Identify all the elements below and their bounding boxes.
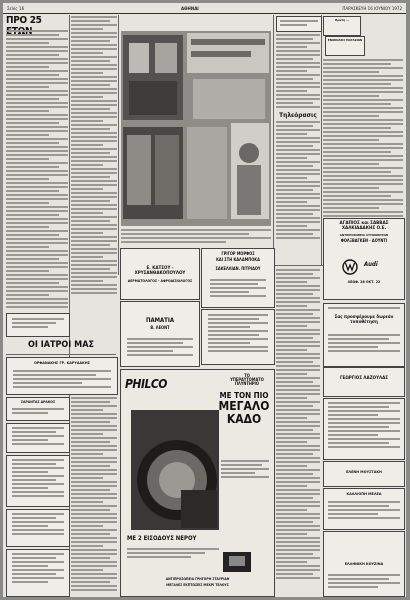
- page-number: Σελίς 16: [7, 6, 25, 11]
- ad-doctor-2: ΣΑΡΑΝΤΑΣ ΔΡΑΚΟΣ: [6, 397, 70, 421]
- ad-doctor-3: [6, 423, 70, 453]
- ad-doctor-6: [6, 549, 70, 597]
- ad-lazoulas: ΓΕΩΡΓΙΟΣ ΛΑΖΟΥΛΑΣ: [323, 367, 405, 397]
- left-lower-text: [71, 397, 117, 593]
- photo-caption: [121, 229, 271, 245]
- philco-brand: PHILCO: [125, 377, 167, 391]
- ad-moustaki: ΕΛΕΝΗ ΜΟΥΣΤΑΚΗ: [323, 461, 405, 487]
- paper-name: ΑΘΗΝΑΙ: [181, 6, 199, 11]
- audi-logo: Audi: [364, 261, 378, 268]
- ad-free-installation: Σας προσφέρουμε δωρεάν τοποθέτηση: [323, 303, 405, 367]
- ad-dermatologist: Ε. ΚΑΤΣΟΥ - ΧΡΥΣΑΝΘΑΚΟΠΟΥΛΟΥ ΔΕΡΜΑΤΟΛΟΓΟΣ - ΑΦΡΟΔΙΣΙΟΛΟΓΟΣ: [120, 248, 200, 300]
- newspaper-page: [3, 3, 406, 597]
- classifieds-text: [276, 269, 320, 595]
- column-title: ΠΡΟ 25: [6, 15, 42, 26]
- right-column-b: Πρώτη ... ΕΝΟΙΚΙΑΣΙΣ ΜΑΓΑΖΙΩΝ: [323, 16, 403, 235]
- ad-doctor-4: [6, 455, 70, 507]
- article-text-col2: [71, 16, 117, 316]
- right-column-a: [276, 16, 320, 241]
- ad-morfos: ΓΡΙΓΟΡ ΜΟΡΦΟΣ ΚΑΙ ΣΤΗ ΚΑΛΑΜΠΟΚΑ ΣΑΚΕΛΛΙΑΝ. ΠΙΤΡΙΔΟΥ: [201, 248, 275, 308]
- philco-cta: ΜΕ 2 ΕΙΣΟΔΟΥΣ ΝΕΡΟΥ: [127, 535, 197, 542]
- ad-doctor-1: ΟΡΦΑΝΑΚΗΣ ΓΡ. ΚΑΡΥΔΑΚΗΣ: [6, 357, 118, 395]
- left-column: [6, 16, 68, 37]
- philco-ad: PHILCO ΤΟ ΥΠΕΡΑΥΤΟΜΑΤΟ ΠΛΥΝΤΗΡΙΟ ΜΕ ΤΟΝ ΠΙΟ ΜΕΓΑΛΟ ΚΑΔΟ ΜΕ 2 ΕΙΣΟΔΟΥΣ ΝΕΡΟΥ ΑΝΤΙΠΡΟΣΩΠΕΙΑ ΓΡΗΓΟΡΗ ΣΤΑΥΡΙΔΗ ΜΕΓΑΛΕΣ ΕΚΠΤΩΣΕΙΣ ΜΕΧΡΙ ΤΕΛΟΥΣ: [120, 369, 275, 597]
- ad-melea: ΚΑΛΛΙΟΠΗ ΜΕΛΕΑ: [323, 488, 405, 530]
- ad-kouzina: ΕΛΛΗΝΙΚΗ ΚΟΥΖΙΝΑ: [323, 531, 405, 597]
- photo-image: [121, 31, 271, 226]
- tv-heading: Τηλεόρασις: [279, 111, 317, 119]
- page-header: [3, 5, 406, 14]
- vw-audi-ad: ΑΓΑΠΙΟΣ και ΣΑΒΒΑΣ ΧΑΛΚΙΑΔΑΚΗΣ Ο.Ε. ΑΝΤΙΠΡΟΣΩΠΕΙΑ ΑΥΤΟΚΙΝΗΤΩΝ ΦΟΛΞΒΑΓΚΕΝ · ΑΟΥΝΤΙ Audi ΛΕΩΦ. 28 ΟΚΤ. 22: [323, 218, 405, 300]
- ad-doctor-5: [6, 509, 70, 547]
- ad-pamatia: ΠΑΜΑΤΙΑ Β. ΛΕΟΝΤ: [120, 301, 200, 367]
- article-text: [6, 30, 68, 320]
- ad-block-right-3: [323, 398, 405, 460]
- vw-logo-icon: [342, 259, 358, 275]
- issue-date: ΠΑΡΑΣΚΕΥΗ 16 ΙΟΥΝΙΟΥ 1972: [342, 6, 402, 11]
- doctors-heading: ΟΙ ΙΑΤΡΟΙ ΜΑΣ: [27, 340, 94, 350]
- news-photo: [121, 31, 271, 226]
- ad-small-1: [6, 313, 70, 337]
- ad-block-2: [201, 309, 275, 365]
